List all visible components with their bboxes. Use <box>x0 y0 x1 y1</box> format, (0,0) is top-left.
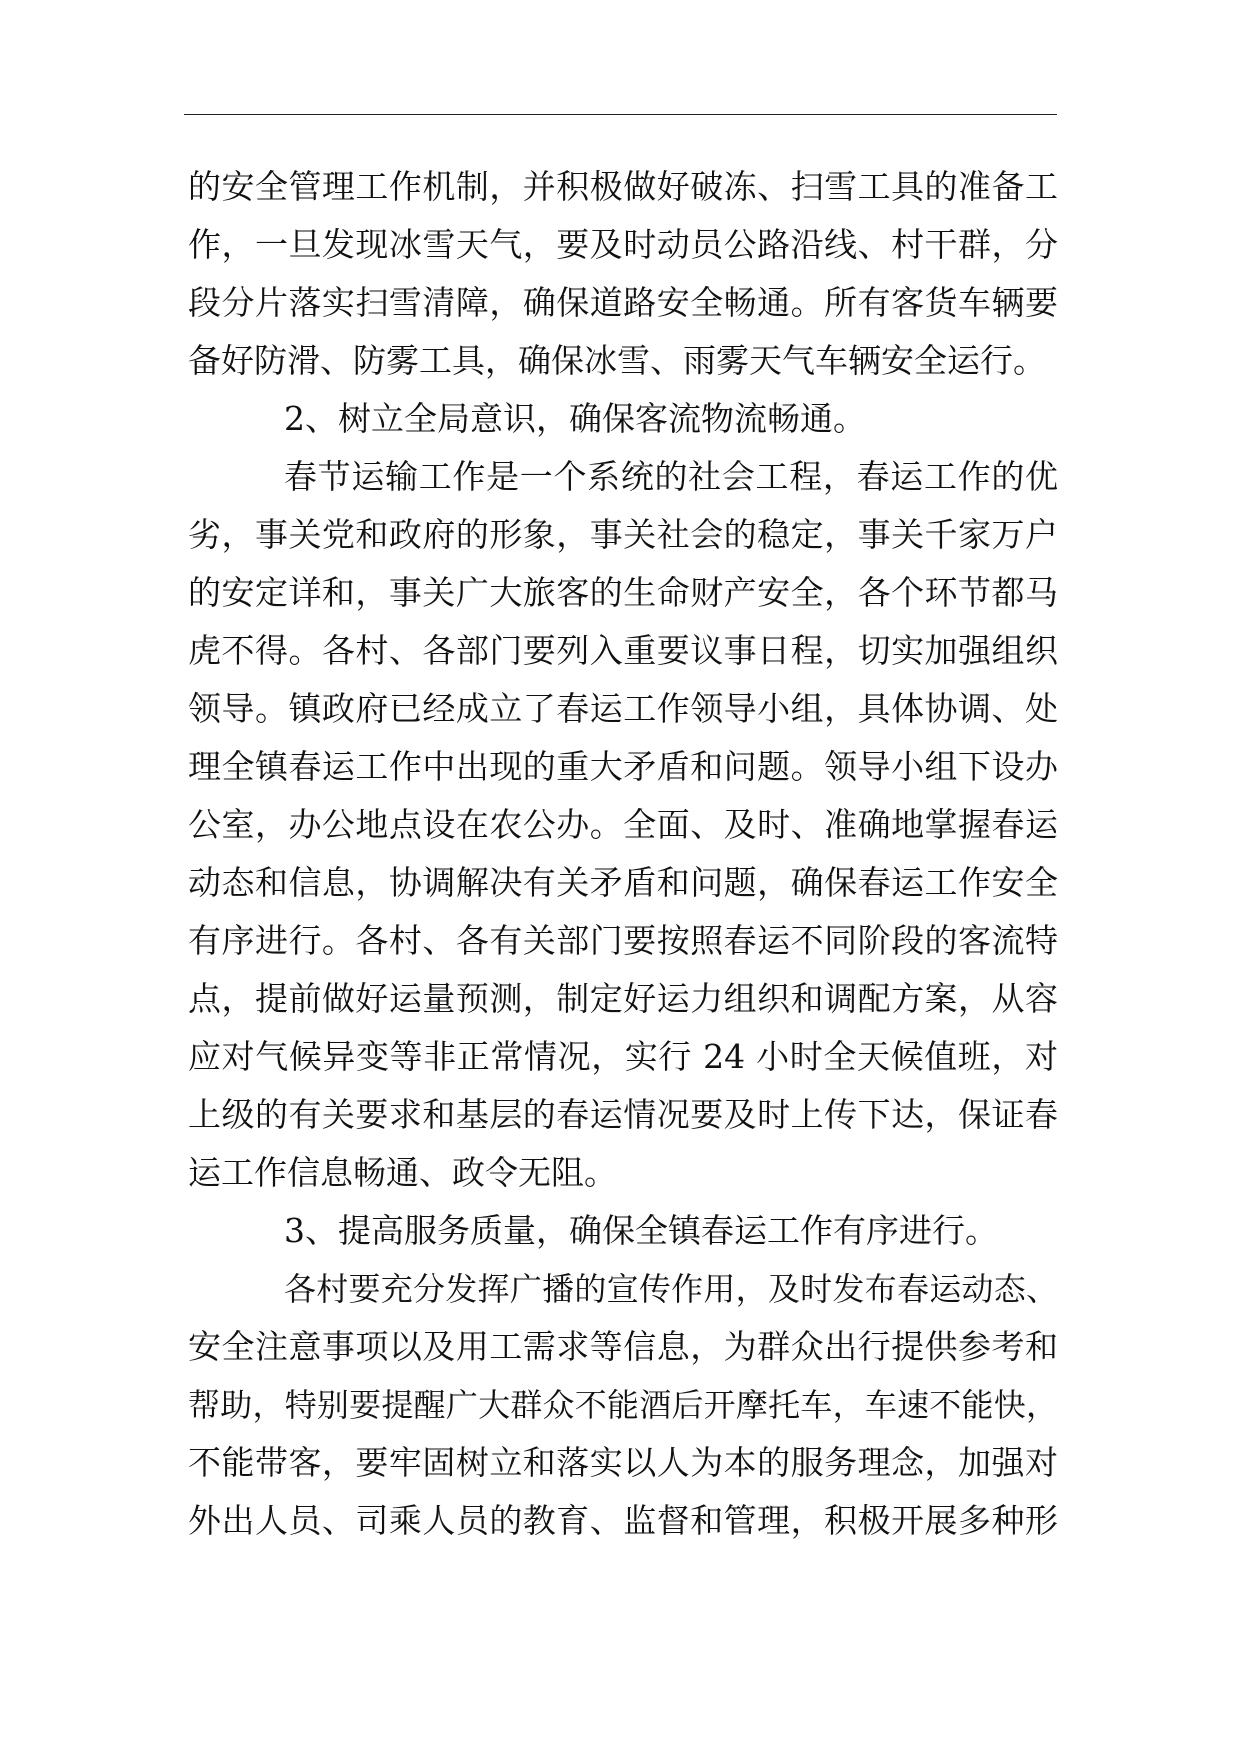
text-line: 春节运输工作是一个系统的社会工程，春运工作的优 <box>284 457 1058 496</box>
text-line: 动态和信息，协调解决有关矛盾和问题，确保春运工作安全 <box>188 863 1058 902</box>
text-line: 劣，事关党和政府的形象，事关社会的稳定，事关千家万户 <box>188 515 1058 554</box>
text-line: 有序进行。各村、各有关部门要按照春运不同阶段的客流特 <box>188 921 1058 960</box>
text-line: 上级的有关要求和基层的春运情况要及时上传下达，保证春 <box>188 1095 1058 1134</box>
text-line: 不能带客，要牢固树立和落实以人为本的服务理念，加强对 <box>188 1443 1058 1482</box>
text-line: 领导。镇政府已经成立了春运工作领导小组，具体协调、处 <box>188 689 1058 728</box>
text-line: 段分片落实扫雪清障，确保道路安全畅通。所有客货车辆要 <box>188 283 1058 322</box>
section-heading: 3、提高服务质量，确保全镇春运工作有序进行。 <box>284 1211 998 1250</box>
text-line: 作，一旦发现冰雪天气，要及时动员公路沿线、村干群，分 <box>188 225 1058 264</box>
text-line: 点，提前做好运量预测，制定好运力组织和调配方案，从容 <box>188 979 1058 1018</box>
text-line: 的安定详和，事关广大旅客的生命财产安全，各个环节都马 <box>188 573 1058 612</box>
document-body <box>188 158 1058 1550</box>
text-line: 外出人员、司乘人员的教育、监督和管理，积极开展多种形 <box>188 1501 1058 1540</box>
text-line: 运工作信息畅通、政令无阻。 <box>188 1153 617 1192</box>
header-rule <box>184 114 1057 115</box>
text-line: 虎不得。各村、各部门要列入重要议事日程，切实加强组织 <box>188 631 1058 670</box>
text-line: 备好防滑、防雾工具，确保冰雪、雨雾天气车辆安全运行。 <box>188 341 1046 380</box>
text-line: 应对气候异变等非正常情况，实行 24 小时全天候值班，对 <box>188 1037 1058 1076</box>
text-line: 帮助，特别要提醒广大群众不能酒后开摩托车，车速不能快， <box>188 1386 1058 1424</box>
text-line: 公室，办公地点设在农公办。全面、及时、准确地掌握春运 <box>188 805 1058 844</box>
text-line: 的安全管理工作机制，并积极做好破冻、扫雪工具的准备工 <box>188 167 1058 206</box>
section-heading: 2、树立全局意识，确保客流物流畅通。 <box>284 399 866 438</box>
text-line: 各村要充分发挥广播的宣传作用，及时发布春运动态、 <box>284 1270 1058 1308</box>
text-line: 安全注意事项以及用工需求等信息，为群众出行提供参考和 <box>188 1327 1058 1366</box>
text-line: 理全镇春运工作中出现的重大矛盾和问题。领导小组下设办 <box>188 747 1058 786</box>
